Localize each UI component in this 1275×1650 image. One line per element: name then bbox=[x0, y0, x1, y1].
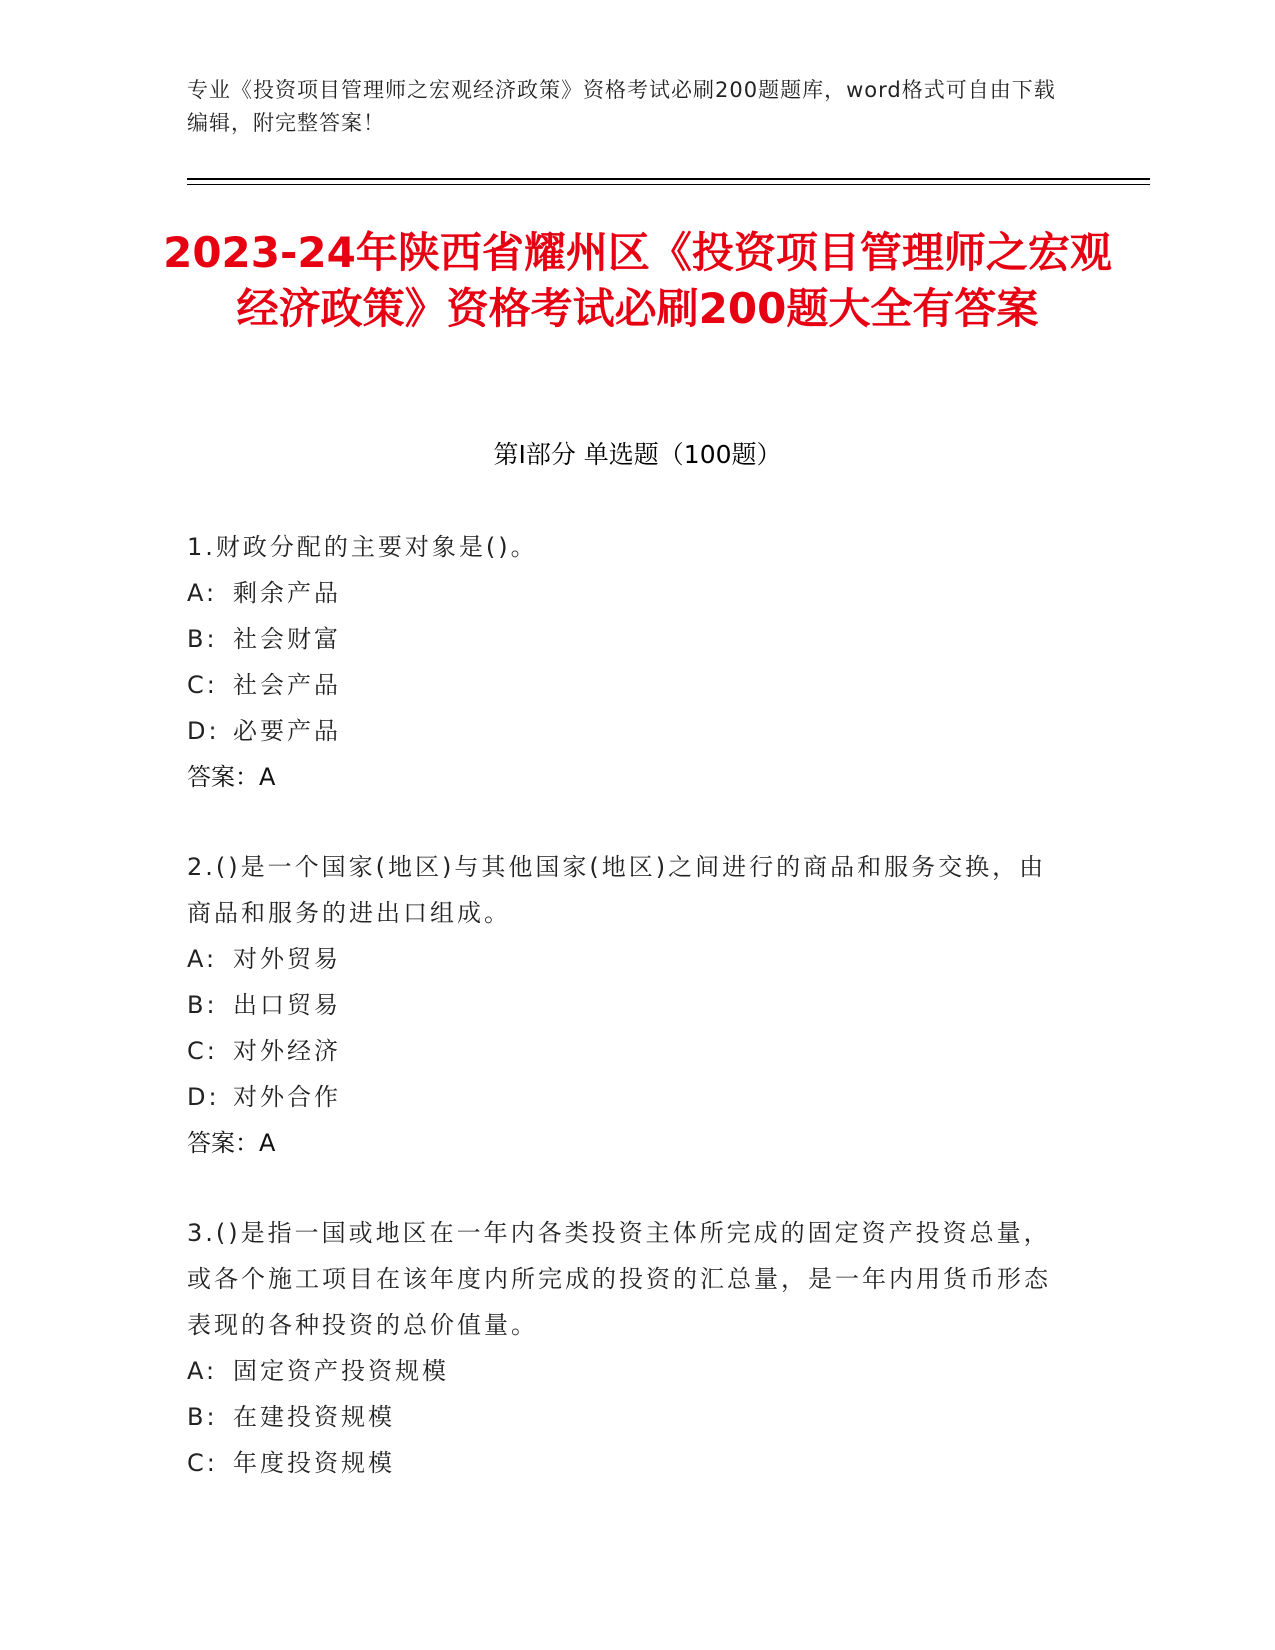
header-rule-thin bbox=[187, 184, 1150, 185]
option-a bbox=[187, 1348, 1067, 1394]
section-title: 第Ⅰ部分 单选题（100题） bbox=[493, 440, 782, 469]
question-3 bbox=[187, 1210, 1067, 1486]
header-note: 专业《投资项目管理师之宏观经济政策》资格考试必刷200题题库，word格式可自由下载编辑，附完整答案！ bbox=[187, 78, 1056, 135]
header-rule-thick bbox=[187, 178, 1150, 180]
option-c bbox=[187, 1440, 1067, 1486]
answer: 答案：A bbox=[187, 763, 276, 791]
option-b bbox=[187, 616, 1067, 662]
option-letter: A: bbox=[187, 579, 218, 607]
option-a bbox=[187, 936, 1067, 982]
question-stem: 2.()是一个国家(地区)与其他国家(地区)之间进行的商品和服务交换，由商品和服务的进出口组成。 bbox=[187, 853, 1047, 927]
question-2 bbox=[187, 844, 1067, 1166]
option-text: 对外贸易 bbox=[233, 945, 341, 973]
option-letter: B: bbox=[187, 1403, 218, 1431]
option-letter: C: bbox=[187, 671, 218, 699]
option-c bbox=[187, 1028, 1067, 1074]
option-letter: C: bbox=[187, 1449, 218, 1477]
option-text: 对外合作 bbox=[233, 1083, 341, 1111]
option-d bbox=[187, 1074, 1067, 1120]
option-text: 年度投资规模 bbox=[233, 1449, 395, 1477]
option-letter: A: bbox=[187, 1357, 218, 1385]
option-b bbox=[187, 982, 1067, 1028]
option-text: 剩余产品 bbox=[233, 579, 341, 607]
option-text: 必要产品 bbox=[233, 717, 341, 745]
document-title: 2023-24年陕西省耀州区《投资项目管理师之宏观经济政策》资格考试必刷200题大全有答案 bbox=[163, 228, 1112, 333]
question-list bbox=[187, 524, 1067, 1530]
option-text: 出口贸易 bbox=[233, 991, 341, 1019]
option-text: 社会产品 bbox=[233, 671, 341, 699]
option-text: 在建投资规模 bbox=[233, 1403, 395, 1431]
question-stem: 3.()是指一国或地区在一年内各类投资主体所完成的固定资产投资总量，或各个施工项目在该年度内所完成的投资的汇总量，是一年内用货币形态表现的各种投资的总价值量。 bbox=[187, 1219, 1051, 1339]
answer: 答案：A bbox=[187, 1129, 276, 1157]
option-text: 对外经济 bbox=[233, 1037, 341, 1065]
option-letter: A: bbox=[187, 945, 218, 973]
option-c bbox=[187, 662, 1067, 708]
option-a bbox=[187, 570, 1067, 616]
option-text: 固定资产投资规模 bbox=[233, 1357, 449, 1385]
option-letter: D: bbox=[187, 1083, 220, 1111]
option-d bbox=[187, 708, 1067, 754]
option-letter: D: bbox=[187, 717, 220, 745]
option-letter: B: bbox=[187, 991, 218, 1019]
option-text: 社会财富 bbox=[233, 625, 341, 653]
option-b bbox=[187, 1394, 1067, 1440]
question-1 bbox=[187, 524, 1067, 800]
option-letter: B: bbox=[187, 625, 218, 653]
question-stem: 1.财政分配的主要对象是()。 bbox=[187, 533, 538, 561]
option-letter: C: bbox=[187, 1037, 218, 1065]
